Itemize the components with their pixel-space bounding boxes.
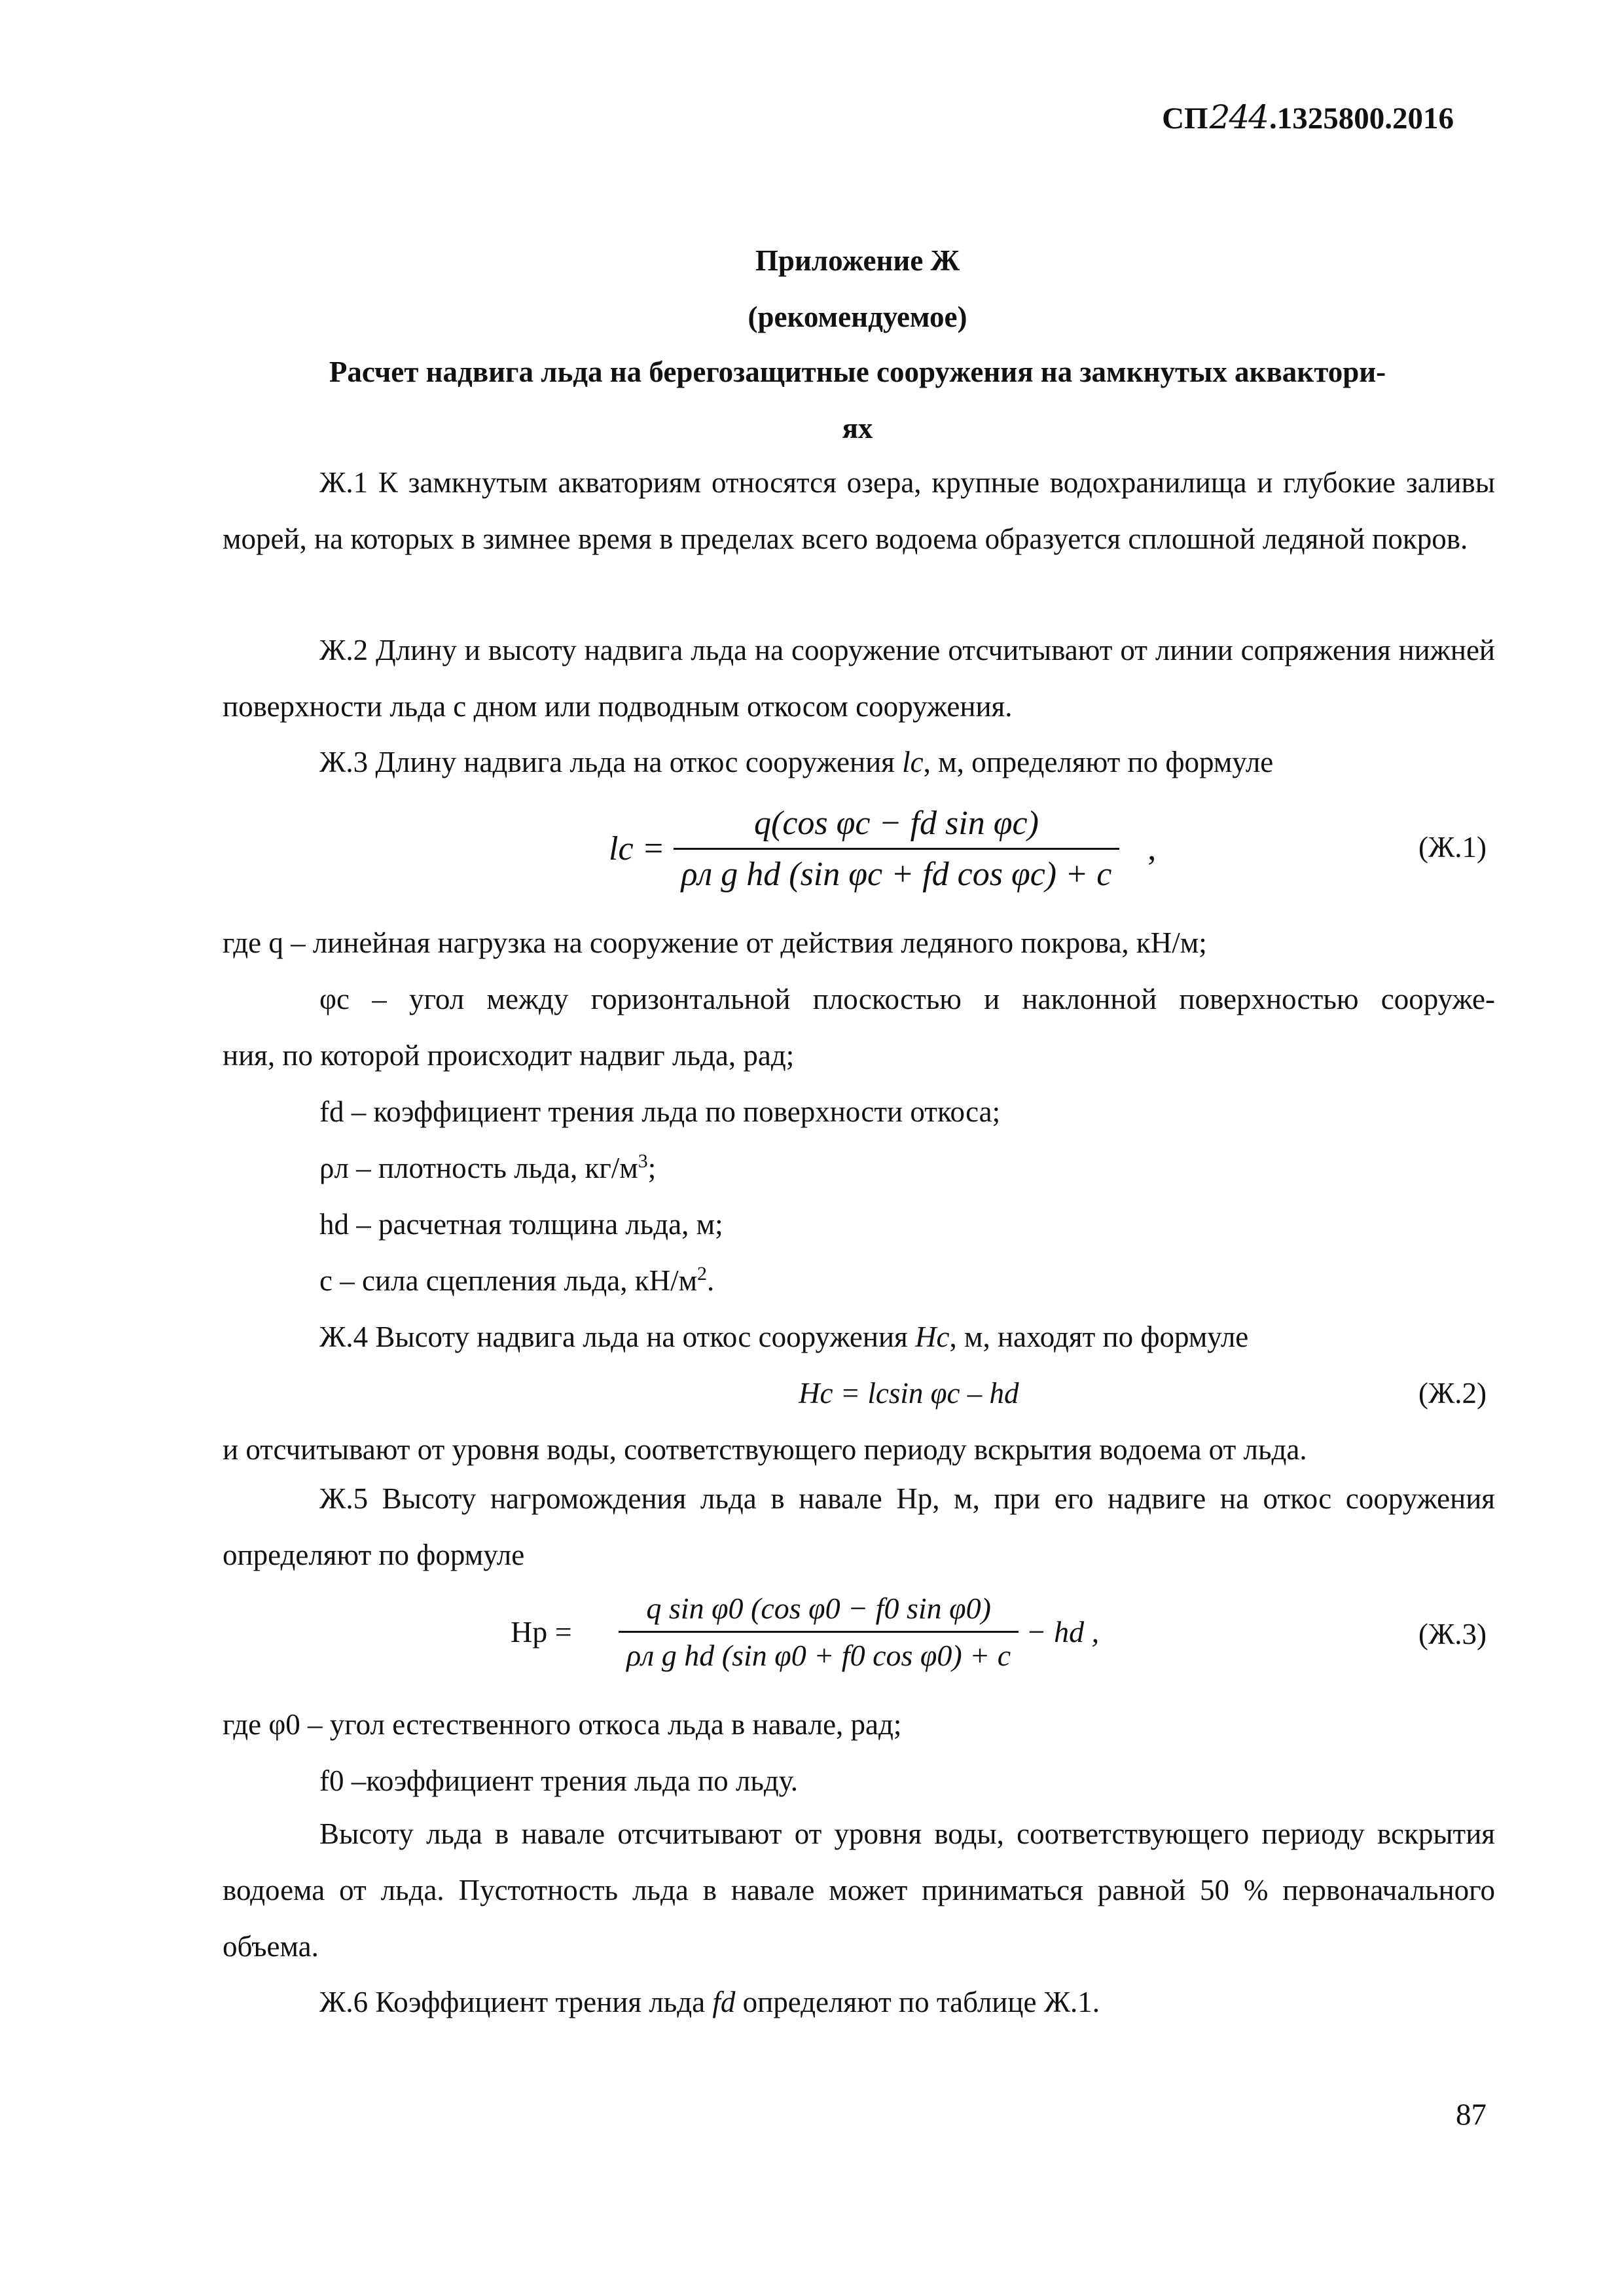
definition-q: где q – линейная нагрузка на сооружение от действия ледяного покрова, кН/м; [223, 926, 1207, 959]
paragraph-zh6 [319, 1985, 1100, 2019]
zh4-text: Ж.4 Высоту надвига льда на откос сооружения [319, 1321, 908, 1353]
formula-zh1 [609, 804, 1156, 894]
handwritten-number: 244 [1209, 98, 1268, 136]
formula-zh1-denominator: ρл g hd (sin φc + fd cos φc) + c [681, 856, 1112, 893]
paragraph-zh2: Ж.2 Длину и высоту надвига льда на сооружение отсчитывают от линии сопряжения нижней поверхности льда с дном или подводным откосом сооружения. [223, 634, 1495, 723]
paragraph-zh4 [319, 1320, 1248, 1354]
definition-phi-line1: φc – угол между горизонтальной плоскостью и наклонной поверхностью сооруже- [319, 983, 1495, 1015]
zh6-tail: определяют по таблице Ж.1. [742, 1986, 1100, 2018]
formula-zh1-numerator: q(cos φc − fd sin φc) [674, 804, 1120, 850]
paragraph-ice-pile-height: Высоту льда в навале отсчитывают от уровня воды, соответствующего периоду вскрытия водоема от льда. Пустотность льда в навале может приниматься равной 50 % первоначального объема. [223, 1817, 1495, 1963]
formula-zh1-lhs: lc = [609, 830, 665, 867]
formula-zh1-number: (Ж.1) [1418, 831, 1487, 864]
paragraph-zh3 [319, 745, 1273, 779]
formula-zh3-fraction [619, 1591, 1019, 1673]
zh3-tail: , м, определяют по формуле [923, 746, 1274, 778]
definition-hd: hd – расчетная толщина льда, м; [319, 1208, 723, 1241]
paragraph-zh1: Ж.1 К замкнутым акваториям относятся озера, крупные водохранилища и глубокие заливы морей, на которых в зимнее время в пределах всего водоема образуется сплошной ледяной покров. [223, 466, 1495, 555]
formula-zh3 [511, 1591, 1099, 1673]
definition-phi-line2: ния, по которой происходит надвиг льда, рад; [223, 1039, 795, 1072]
code-suffix: .1325800.2016 [1269, 101, 1454, 136]
paragraph-zh4-after: и отсчитывают от уровня воды, соответствующего периоду вскрытия водоема от льда. [223, 1433, 1307, 1466]
appendix-title: Приложение Ж [755, 244, 960, 277]
formula-zh3-numerator: q sin φ0 (cos φ0 − f0 sin φ0) [619, 1591, 1019, 1633]
appendix-heading-line1: Расчет надвига льда на берегозащитные сооружения на замкнутых аквактори- [329, 355, 1386, 388]
definition-phi0: где φ0 – угол естественного откоса льда в навале, рад; [223, 1708, 902, 1741]
formula-zh3-tail: − hd , [1026, 1615, 1100, 1649]
zh6-symbol: fd [712, 1986, 736, 2018]
formula-zh3-lhs: Hp = [511, 1615, 572, 1649]
formula-zh2: Hc = lcsin φc – hd [799, 1377, 1019, 1410]
definition-fd: fd – коэффициент трения льда по поверхности откоса; [319, 1095, 1001, 1128]
definition-f0: f0 –коэффициент трения льда по льду. [319, 1764, 799, 1797]
appendix-heading-line2: ях [842, 412, 873, 445]
zh4-tail: , м, находят по формуле [949, 1321, 1249, 1353]
page-number: 87 [1456, 2098, 1487, 2132]
zh6-text: Ж.6 Коэффициент трения льда [319, 1986, 706, 2018]
zh3-symbol: lc [902, 746, 924, 778]
zh3-text: Ж.3 Длину надвига льда на откос сооружения [319, 746, 895, 778]
paragraph-zh5: Ж.5 Высоту нагромождения льда в навале Hp, м, при его надвиге на откос сооружения определяют по формуле [223, 1482, 1495, 1571]
formula-zh3-number: (Ж.3) [1418, 1618, 1487, 1650]
zh4-symbol: Hc [915, 1321, 950, 1353]
formula-zh1-fraction [674, 804, 1120, 894]
code-prefix: СП [1162, 101, 1208, 136]
document-code-header [1162, 98, 1454, 136]
definition-c-end: . [707, 1264, 715, 1297]
definition-rho-text: ρл – плотность льда, кг/м [319, 1152, 638, 1184]
definition-rho-exponent: 3 [638, 1150, 648, 1172]
definition-rho-end: ; [647, 1152, 657, 1184]
formula-zh1-trail: , [1147, 830, 1157, 867]
formula-zh3-denominator: ρл g hd (sin φ0 + f0 cos φ0) + c [626, 1639, 1011, 1672]
formula-zh2-number: (Ж.2) [1418, 1377, 1487, 1410]
definition-rho [319, 1151, 656, 1185]
appendix-status: (рекомендуемое) [748, 301, 967, 333]
definition-c-text: c – сила сцепления льда, кН/м [319, 1264, 698, 1297]
definition-c [319, 1264, 714, 1298]
definition-c-exponent: 2 [697, 1263, 708, 1285]
